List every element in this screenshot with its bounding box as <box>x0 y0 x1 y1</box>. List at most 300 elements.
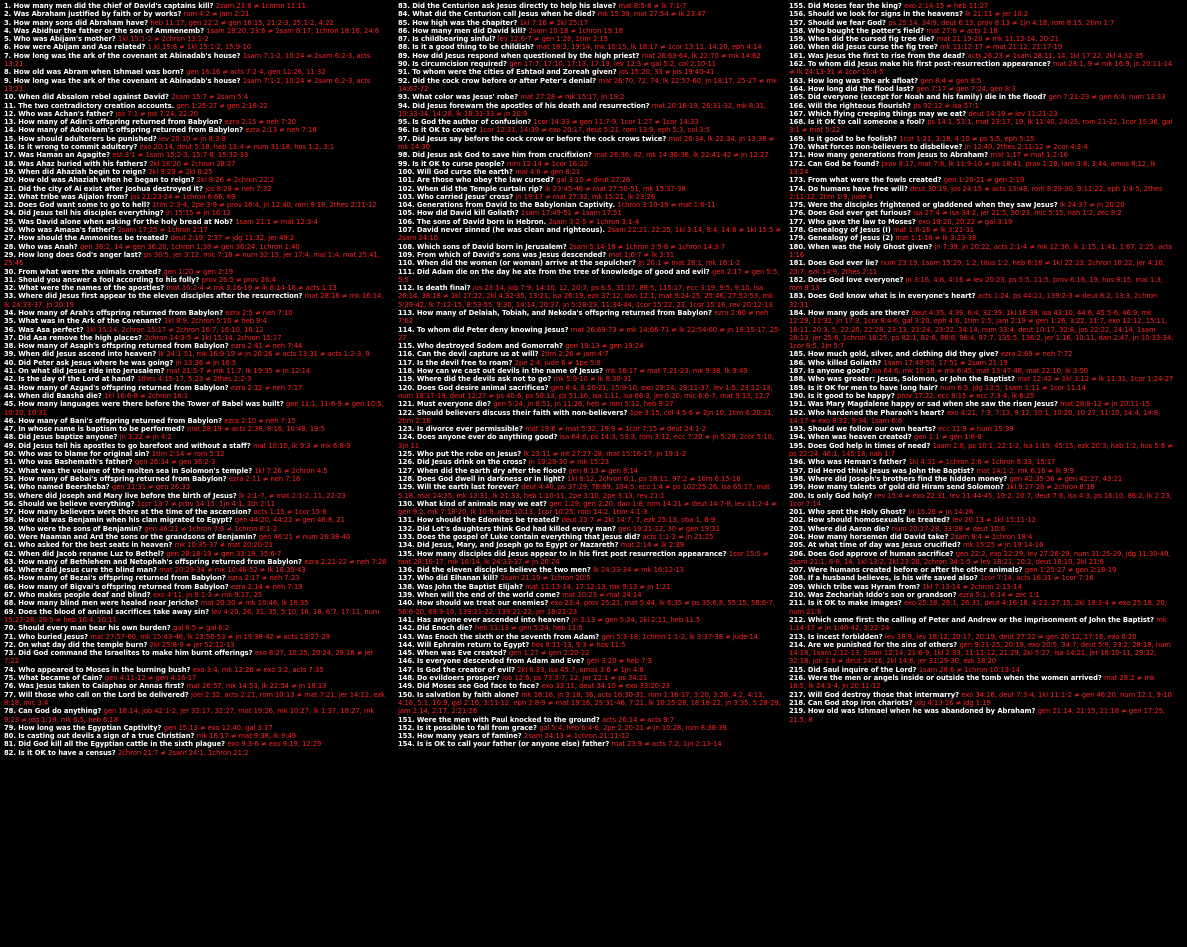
reference-text[interactable]: num 23:19, 1sam 15:29, 1:2, titus 1:2, heb 6:18 ≠ 1kl 22:23, 2chron 18:22, jer 4:10, 20:7, ezk 14:9, 2thes 2:11 <box>789 259 1165 276</box>
reference-text[interactable]: 1kl 15:14, 2chron 15:17 ≠ 2chron 16:7, 16:10, 16:12 <box>85 325 264 334</box>
reference-text[interactable]: lev 18:9, lev 18:12, 20:17, 20:19, deut 27:22 ≠ gen 20:12, 17:16, exo 6:20 <box>884 632 1137 641</box>
reference-text[interactable]: rom 12:14 ≠ 1cor 16:22 <box>507 159 588 168</box>
reference-text[interactable]: isa 64:6, mk 10:18 ≠ mk 6:45, mat 13:47-48, mat 22:10, lk 3:50 <box>871 367 1089 376</box>
reference-text[interactable]: 2tim 2:26 ≠ jam 4:7 <box>540 350 609 359</box>
reference-text[interactable]: 1kl 8:9, 2chron 5:10 ≠ heb 9:4 <box>163 317 267 326</box>
reference-text[interactable]: gen 1:1 ≠ gen 1:6-8 <box>913 433 982 442</box>
reference-text[interactable]: jn 12:40, 2thes 2:11-12 ≠ 2cor 4:3-4 <box>964 143 1088 152</box>
reference-text[interactable]: gal 3:10 ≠ deut 27:26 <box>556 176 631 185</box>
reference-text[interactable]: lk 24:33-34 ≠ mk 16:12-13 <box>593 566 684 575</box>
contradiction-item <box>4 641 389 649</box>
contradiction-item <box>398 52 783 60</box>
reference-text[interactable]: mat 12:42 ≠ 1kl 3:12 ≠ lk 11:31, 1cor 1:24-27 <box>1017 375 1174 384</box>
reference-text[interactable]: mat 28:19 ≠ acts 2:38, 8:16, 10:48, 19:5 <box>187 425 325 434</box>
reference-text[interactable]: exo 19:20, 20:22 ≠ gal 3:19 <box>918 217 1013 226</box>
contradiction-item <box>398 599 783 616</box>
reference-text[interactable]: rev 15:4 ≠ exo 22:31, lev 11:44-45, 19:2, 20:7, deut 7:6, isa 4:3, ps 16:10, 86:2, lk 2:23, 1cor 7:14 <box>789 491 1172 508</box>
reference-text[interactable]: mat 18:3, 19:14, mk 10:15, lk 18:17 ≠ 1cor 13:11, 14:20, eph 4:14 <box>536 43 762 52</box>
question-text: 83. Did the Centurion ask Jesus directly to help his slave? <box>398 2 617 10</box>
contradiction-item <box>398 425 783 433</box>
reference-text[interactable]: ps 25:14, 34:9, deut 6:13, prov 8:13 ≠ 1jn 4:18, rom 8:15, 2tim 1:7 <box>888 18 1115 27</box>
reference-text[interactable]: est 3:1 ≠ 1sam 15:2-3, 15:7-8, 15:32-33 <box>112 151 249 160</box>
contradiction-item <box>4 334 389 342</box>
contradiction-item <box>4 541 389 549</box>
reference-text[interactable]: 1thes 4:15-17, 5:23 ≠ 2thes 2:2-3 <box>136 375 252 384</box>
reference-text[interactable]: 1sam 28:6 ≠ 1chron 10:13-14 <box>918 665 1020 674</box>
reference-text[interactable]: mk 5:9-10 ≠ lk 8:30-31 <box>553 375 632 384</box>
question-text: 22. What tribe was Aijalon from? <box>4 192 129 201</box>
question-text: 121. Must everyone die? <box>398 400 491 409</box>
question-text: 168. Is it OK to call someone a fool? <box>789 118 925 127</box>
reference-text[interactable]: lk 21:11 ≠ jer 10:2 <box>965 10 1029 19</box>
contradiction-item <box>789 27 1174 35</box>
question-text: 214. Are we punished for the sins of others? <box>789 640 958 649</box>
question-text: 139. When will the end of the world come? <box>398 591 560 600</box>
reference-text[interactable]: mk 16:17 ≠ mat 9:38, lk 9:49 <box>196 732 297 741</box>
reference-text[interactable]: 2chron 14:3-5 ≠ 1kl 15:14, 2chron 15:17 <box>144 333 282 342</box>
contradiction-item <box>789 143 1174 151</box>
contradiction-item <box>4 209 389 217</box>
reference-text[interactable]: 2sam 8:4 ≠ 1chron 18:4 <box>950 533 1033 541</box>
reference-text[interactable]: gen 3:20 ≠ heb 7:3 <box>586 657 652 666</box>
question-text: 72. On what day did the temple burn? <box>4 640 148 649</box>
reference-text[interactable]: exo 20:14, deut 5:18, heb 13:4 ≠ num 31:18, hos 1:2, 3:1 <box>139 143 334 152</box>
reference-text[interactable]: mat 1:1-16 ≠ lk 3:23-38 <box>895 234 977 243</box>
reference-text[interactable]: gen 26:34 ≠ gen 36:2-3 <box>134 458 216 467</box>
contradiction-item <box>398 583 783 591</box>
reference-text[interactable]: acts 1:1-2 ≠ jn 21:25 <box>642 533 714 541</box>
question-text: 10. When did Absalom rebel against David? <box>4 93 169 102</box>
reference-text[interactable]: gen 18:14, job 42:1-2, jer 32:17, 32:27, mat 19:26, mk 10:27, lk 1:37, 18:27, mk 9:23 ≠ jdg 1:19, mk 6:5, heb 6:18 <box>4 707 375 724</box>
contradiction-item <box>789 2 1174 10</box>
reference-text[interactable]: jos 8:28 ≠ neh 7:32 <box>205 184 272 193</box>
reference-text[interactable]: prov 26:5 ≠ prov 26:4 <box>201 275 276 284</box>
contradiction-item <box>789 458 1174 466</box>
question-text: 116. Can the devil capture us at will? <box>398 350 539 359</box>
reference-text[interactable]: mat 21:5-7 ≠ mk 11:7, lk 19:35 ≠ jn 12:14 <box>166 367 311 376</box>
reference-text[interactable]: mat 26:70, 72, 74, lk 22:57-60, jn 18:17, 25-27 ≠ mk 14:67-72 <box>398 76 777 93</box>
reference-text[interactable]: mat 26:36, 42, mk 14:36-36, lk 22:41-42 ≠ jn 12:27 <box>594 151 769 160</box>
reference-text[interactable]: ezra 2:69 ≠ neh 7:72 <box>1000 350 1073 359</box>
contradiction-item <box>4 35 389 43</box>
reference-text[interactable]: acts 26:14 ≠ acts 9:7 <box>602 715 675 724</box>
reference-text[interactable]: lk 24:37 ≠ jn 20:20 <box>1059 201 1125 210</box>
question-text: 78. Can God do anything? <box>4 707 102 716</box>
reference-text[interactable]: exo 4:21, 7:3, 7:13, 9:12, 10:1, 10:20, 10:27, 11:10, 14:4, 14:8, 14:17 ≠ exo 8:32, 9:34, 1sam 6:6 <box>789 408 1161 425</box>
reference-text[interactable]: 2chron 21:7 ≠ 2sam 24:1, 1chron 21:2 <box>117 748 249 757</box>
reference-text[interactable]: 2kl 25:8-9 ≠ jer 52:12-13 <box>149 640 235 649</box>
question-text: 82. Is it OK to have a census? <box>4 748 116 757</box>
reference-text[interactable]: mat 1:17 ≠ mat 1:2-16 <box>990 151 1068 160</box>
reference-text[interactable]: 1kl 7:26 ≠ 2chron 4:5 <box>254 466 328 475</box>
reference-text[interactable]: gen 19:13 ≠ gen 19:24 <box>565 342 644 351</box>
reference-text[interactable]: mk 16:17 ≠ mat 7:21-23, mk 9:38, lk 9:49 <box>605 367 748 376</box>
reference-text[interactable]: ecc 11:9 ≠ num 15:39 <box>938 425 1014 434</box>
reference-text[interactable]: jos 21:23-24 ≠ 1chron 6:66, 69 <box>130 192 236 201</box>
reference-text[interactable]: 2pe 2:4, jude 6 ≠ 1pe 5:8 <box>514 358 601 367</box>
reference-text[interactable]: ezra 2:12 ≠ neh 7:17 <box>230 383 303 392</box>
question-text: 126. Did Jesus drink on the cross? <box>398 458 527 467</box>
reference-text[interactable]: gal 5:4, heb 6:4-6, 2pe 2:20-21 ≠ jn 10:28, rom 8:38-39 <box>539 723 727 732</box>
reference-text[interactable]: gen 1:20-21 ≠ gen 2:19 <box>943 176 1025 185</box>
reference-text[interactable]: 1cor 15:5 ≠ mat 28:16-17, mk 16:14, lk 24:33-37 ≠ jn 20:24 <box>398 549 769 566</box>
question-text: 108. Which sons of David born in Jerusalem? <box>398 242 567 251</box>
reference-text[interactable]: exo 2:14-15 ≠ heb 11:27 <box>904 2 989 10</box>
reference-text[interactable]: exo 3:4, mk 12:26 ≠ exo 3:2, acts 7:35 <box>192 665 324 674</box>
reference-text[interactable]: mat 10:2-4 ≠ mk 3:16-19 ≠ lk 6:14-16 ≠ acts 1:13 <box>166 284 337 293</box>
reference-text[interactable]: mat 28:1, 9 ≠ mk 16:9, jn 20:11-14 ≠ lk 24:13-31 ≠ 1cor 15:4-5 <box>789 60 1173 77</box>
reference-text[interactable]: 2sam 22:21, 22:25, 1kl 3:14, 9:4, 14:8 ≠ 1kl 15:5 ≠ 2sam 24:10 <box>398 226 782 243</box>
reference-text[interactable]: 2kl 6:33, isa 45:7, amos 3:6 ≠ 1jn 4:8 <box>517 665 644 674</box>
reference-text[interactable]: rom 4:2 ≠ jam 2:21 <box>183 10 250 19</box>
reference-text[interactable]: ps 14:1, 53:1, mat 23:17, 19, lk 11:40, 24:25, rom 21-22, 1cor 15:36, gal 3:1 ≠ mat 5:22 <box>789 118 1173 135</box>
reference-text[interactable]: gen 22:2, exo 22:29, lev 27:28-29, num 31:25-29, jdg 11:30-40, 2sam 21:1, 8-9, 14, 1kl 13:2, 2kl 23:20, 2chron 34:1-5 ≠ lev 18:21, 20:2, deut 18:10, 2kl 21:6 <box>789 549 1171 566</box>
question-text: 204. How many horsemen did David take? <box>789 533 949 541</box>
reference-text[interactable]: gen 1:25-27 ≠ gen 2:18-19 <box>1024 566 1117 575</box>
reference-text[interactable]: jos 23:14, job 7:9, 14:10, 12, 20:7, ps 6:5, 31:17, 88:5, 115:17, ecc 3:19, 9:5, 9:10, isa 26:14, 38:18 ≠ 1kl 17:22, 2kl 4:32-35, 13:21, isa 26:19, ezk 37:12, dan 12:1, mat 9:24-25, 25:46, 27:52-53, mk 5:39-42, lk 7:12-15, 8:53-55, 9:30, 14:14, 20:37, jn 5:28-29, 11:34-44, 1cor 15:22, 23, 1cor 15:16, rev 20:12-13 <box>398 284 773 309</box>
reference-text[interactable]: ezra 2:41 ≠ neh 7:44 <box>230 342 303 351</box>
reference-text[interactable]: mk 15:25 ≠ jn 19:14-16 <box>963 541 1044 550</box>
reference-text[interactable]: ezra 5:1, 6:14 ≠ zec 1:1 <box>958 591 1040 600</box>
reference-text[interactable]: 1 kl 15:8 ≠ 1kl 15:1-2, 15:9-10 <box>147 43 252 52</box>
reference-text[interactable]: mat 28:16 ≠ mk 16:14, lk 24:33-37, jn 20:19 <box>4 292 384 309</box>
reference-text[interactable]: gen 1:20 ≠ gen 2:19 <box>163 267 234 276</box>
reference-text[interactable]: lev 20:13 ≠ 1kl 15:11-12 <box>952 516 1036 525</box>
contradiction-item <box>789 292 1174 309</box>
reference-text[interactable]: gen 15:13 ≠ exo 12:40, gal 3:17 <box>163 723 273 732</box>
question-text: 125. Who put the robe on Jesus? <box>398 450 522 459</box>
reference-text[interactable]: jn 3:13 ≠ gen 5:24, 2kl 2:11, heb 11:5 <box>571 615 701 624</box>
reference-text[interactable]: lk 2:1-7, ≠ mat 2:1-2, 11, 22-23 <box>239 491 346 500</box>
contradiction-item <box>789 599 1174 616</box>
reference-text[interactable]: 2sam 21:19 ≠ 1chron 20:5 <box>500 574 591 583</box>
question-text: 187. Is anyone good? <box>789 367 870 376</box>
contradiction-item <box>398 226 783 243</box>
reference-text[interactable]: exo 34:16, deut 7:3-4, 1kl 11:1-2 ≠ gen 46:20, num 12:1, 9-10 <box>961 690 1172 699</box>
reference-text[interactable]: jn 3:22 ≠ jn 4:2 <box>119 433 172 442</box>
question-text: 151. Were the men with Paul knocked to the ground? <box>398 715 600 724</box>
reference-text[interactable]: isa 64:6, ps 14:3, 53:3, rom 3:12, ecc 7:20 ≠ jn 5:29, 2cor 5:10, 3jn 11 <box>398 433 774 450</box>
question-text: 18. Was Ahaz buried with his fathers? <box>4 159 148 168</box>
reference-text[interactable]: heb 11:13 ≠ gen 5:24, heb 11:5 <box>474 624 583 633</box>
reference-text[interactable]: job 12:6, ps 73:3-7, 12, jer 12:1 ≠ ps 34:21 <box>502 674 648 683</box>
reference-text[interactable]: jos 7:1 ≠ jos 7:24, 22:20 <box>115 109 198 118</box>
reference-text[interactable]: mat 26:63-64, lk 22:70 ≠ mk 14:62 <box>641 51 761 60</box>
contradiction-item <box>789 516 1174 524</box>
question-text: 157. Should we fear God? <box>789 18 886 27</box>
reference-text[interactable]: mat 26:34, lk 22:34, jn 13:38 ≠ mk 14:30 <box>398 134 775 152</box>
reference-text[interactable]: mk 11:12-17 ≠ mat 21:12, 21:17-19 <box>940 43 1063 52</box>
reference-text[interactable]: lk 24:1-51, mk 16:9-19 ≠ jn 20:26 ≠ acts 13:31 ≠ acts 1:2-3, 9 <box>158 350 370 359</box>
contradiction-item <box>789 492 1174 509</box>
reference-text[interactable]: jn 15:26 ≠ jn 14:26 <box>908 508 974 517</box>
question-text: 199. How many talents of gold did Hiram send Solomon? <box>789 483 1004 492</box>
question-text: 174. Do humans have free will? <box>789 184 908 193</box>
reference-text[interactable]: ps 92:12 ≠ isa 57:1 <box>913 101 979 110</box>
reference-text[interactable]: 1sam 2:8, ps 10:1, 22:1-2, isa 1:15, 45:15, ezk 20:3, hab 1:2, hos 5:6 ≠ ps 22:24, 46:1, 145:18, nah 1:7 <box>789 441 1173 459</box>
reference-text[interactable]: ezra 2:60 ≠ neh 7:62 <box>398 308 769 326</box>
contradiction-item <box>4 43 389 51</box>
reference-text[interactable]: lk 23:45-46 ≠ mat 27:50-51, mk 15:37-38 <box>544 184 686 193</box>
reference-text[interactable]: acts 1:24, ps 44:21, 139:2-3 ≠ deut 8:2, 13:3, 2chron 32:31 <box>789 292 1158 309</box>
question-text: 123. Is divorce ever permissible? <box>398 425 523 434</box>
reference-text[interactable]: jn 19:17 ≠ mat 27:32, mk 15:21, lk 23:26 <box>515 192 656 201</box>
reference-text[interactable]: 1cor 12:31, 14:39 ≠ exo 20:17, deut 5:21, rom 13:9, eph 5:3, col 3:5 <box>479 126 711 135</box>
reference-text[interactable]: num 20:27-28, 33:38 ≠ deut 10:6 <box>891 524 1006 533</box>
reference-text[interactable]: deut 4:40, ps 37:29, 78:69, 104:5, ecc 1:4 ≠ ps 102:25-26, isa 65:17, mat 5:18, mat 24:35, mk 13:31, lk 21:33, heb 1:10-11, 2pe 3:10, 2pe 3:13, rev 21:1 <box>398 483 770 500</box>
reference-text[interactable]: deut 4:35, 4:39, 6:4, 32:39, 1kl 18:39, isa 43:10, 44:6, 45:5-6, 46:9, mk 12:29, 12:32, jn 17:3, 1cor 8:4-6, gal 3:20, eph 4:6, 1tim 2:5, jam 2:19 ≠ gen 1:26, 3:22, 11:7, exo 12:12, 15:11, 18:11, 20:3, 5, 22:20, 22:28, 23:13, 23:24, 23:32, 34:14, num 33:4, deut 10:17, 32:8, jos 22:22, 24:14, 1sam 28:13, jer 25:6, 1chron 16:25, ps 82:1, 82:6, 86:8, 96:4, 97:7, 135:5, 136:2, jer 1:16, 10:11, dan 2:47, jn 10:33-34, 1cor 8:5, 1jn 5:7 <box>789 308 1174 351</box>
question-text: 34. How many of Arah's offspring returned from Babylon? <box>4 308 224 317</box>
reference-text[interactable]: 2kl 16:20 ≠ 2chron 28:27 <box>149 159 236 168</box>
reference-text[interactable]: mat 20:18-19, 26:31-32, mk 8:31, 10:33-34, 14:28, lk 18:31-33 ≠ jn 20:9 <box>398 101 767 118</box>
reference-text[interactable]: prov 8:17, mat 7:8, lk 11:9-10 ≠ ps 18:41, prov 1:28, lam 3:8, 3:44, amos 8:12, lk 13:24 <box>789 159 1157 176</box>
question-text: 169. Is it good to be foolish? <box>789 134 897 143</box>
reference-text[interactable]: heb 11:17, gen 22:2 ≠ gen 16:15, 21:2-3, 25:1-2, 4:22 <box>150 18 334 27</box>
question-text: 29. How long does God's anger last? <box>4 250 142 259</box>
reference-text[interactable]: mat 27:57-60, mk 15:43-46, lk 23:50-53 ≠ jn 19:38-42 ≠ acts 13:27-29 <box>90 632 330 641</box>
reference-text[interactable]: gen 46:21 ≠ num 26:38-40 <box>258 533 351 541</box>
reference-text[interactable]: mk 1:14-17 ≠ jn 1:40-42, 3:22-24 <box>789 615 1167 633</box>
reference-text[interactable]: 2sam 23:8 ≠ 1chron 11:11 <box>215 2 306 10</box>
reference-text[interactable]: exo 33:11, deut 34:10 ≠ exo 33:20-23 <box>541 682 670 691</box>
question-text: 45. How many languages were there before the Tower of Babel was built? <box>4 400 284 409</box>
reference-text[interactable]: 1tim 2:3-4, 2pe 3:9 ≠ prov 16:4, jn 12:40, rom 9:18, 2thes 2:11-12 <box>152 201 377 210</box>
reference-text[interactable]: mat 10:10, lk 9:3 ≠ mk 6:8-9 <box>252 441 351 450</box>
reference-text[interactable]: 1sam 7:1-2, 10:24 ≠ 2sam 6:2-3, acts 13:21 <box>4 51 371 69</box>
reference-text[interactable]: 2sam 17:25 ≠ 1chron 2:17 <box>117 226 208 235</box>
reference-text[interactable]: joel 2:32, acts 2:21, rom 10:13 ≠ mat 7:21, jer 14:12, ezk 8:18, mic 3:4 <box>4 690 385 707</box>
reference-text[interactable]: 1kl 9:27-28 ≠ 2chron 8:18 <box>1006 483 1095 492</box>
question-text: 213. Is incest forbidden? <box>789 632 883 641</box>
reference-text[interactable]: 1kl 16:6-8 ≠ 2chron 16:1 <box>104 391 189 400</box>
reference-text[interactable]: ezra 2:10 ≠ neh 7:15 <box>224 416 296 425</box>
reference-text[interactable]: mat 10:23 ≠ mat 24:14 <box>562 591 642 600</box>
reference-text[interactable]: 1pe 3:15, col 4:5-6 ≠ 2jn 10, 1tim 6:20-21, 2tim 2:16 <box>398 408 774 425</box>
contradiction-item <box>4 185 389 193</box>
reference-text[interactable]: gen 46:21 ≠ 1chron 7:6 ≠ 1chron 8:1-2 <box>144 524 278 533</box>
reference-text[interactable]: 1kl 4:31 ≠ 1chron 2:6 ≠ 1chron 6:33, 15:17 <box>908 458 1056 467</box>
reference-text[interactable]: mat 26:57, mk 14:53, lk 22:54 ≠ jn 18:13 <box>186 682 327 691</box>
reference-text[interactable]: gen 44:20, 44:22 ≠ gen 46:8, 21 <box>234 516 345 525</box>
reference-text[interactable]: jn 20:1 ≠ mat 28:1, mk 16:1-2 <box>638 259 741 268</box>
question-text: 177. Who gave the law to Moses? <box>789 217 916 226</box>
reference-text[interactable]: 1kl 8:12, 2chron 6:1, ps 18:11, 97:2 ≠ 1tim 6:15-16 <box>567 474 741 483</box>
contradiction-item <box>398 674 783 682</box>
reference-text[interactable]: 1sam 7:1-2, 10:24 ≠ 2sam 6:2-3, acts 13:21 <box>4 76 371 93</box>
contradiction-item <box>398 450 783 458</box>
reference-text[interactable]: 1sam 28:20, 23:6 ≠ 2sam 8:17, 1chron 18:16, 24:6 <box>206 26 380 35</box>
contradiction-item <box>789 633 1174 641</box>
reference-text[interactable]: gen 5:3-18, 1chron 1:1-2, lk 3:37-38 ≠ jude 14 <box>601 632 759 641</box>
reference-text[interactable]: deut 30:19, jos 24:15 ≠ acts 13:48, rom 8:29-30, 9:11-22, eph 1:4-5, 2thes 2:11-12, 2tim 1:9, jude 4 <box>789 184 1163 201</box>
reference-text[interactable]: 2sam 10:18 ≠ 1chron 19:18 <box>528 26 623 35</box>
reference-text[interactable]: 1sam 21:1 ≠ mat 12:3-4 <box>235 217 318 226</box>
contradiction-item <box>398 400 783 408</box>
reference-text[interactable]: mk 15:39, mat 27:54 ≠ lk 23:47 <box>597 10 706 19</box>
reference-text[interactable]: 2sam 24:13 ≠ 1chron 21:11-12 <box>524 732 630 741</box>
contradiction-item <box>398 160 783 168</box>
reference-text[interactable]: deut 23:7 ≠ 2kl 14:7, 7, ezk 25:13, oba 1, 8-9 <box>561 516 716 525</box>
reference-text[interactable]: mat 20:30 ≠ mk 10:46, lk 18:35 <box>200 599 309 608</box>
reference-text[interactable]: deut 14:19 ≠ lev 11:21-23 <box>968 109 1058 118</box>
contradiction-item <box>398 151 783 159</box>
reference-text[interactable]: mat 1:6-7 ≠ lk 3:31 <box>608 250 675 259</box>
reference-text[interactable]: gen 28:18-19 ≠ gen 33:18, 35:6-7 <box>166 549 282 558</box>
reference-text[interactable]: lev 4:20, 26, 31, 35, 5:10, 16, 18, 6:7, 17:11, num 15:27-28, 29:5 ≠ heb 10:4, 10:11 <box>4 607 380 624</box>
reference-text[interactable]: gen 19:21-22, 30 ≠ gen 19:31 <box>618 524 720 533</box>
reference-text[interactable]: gen 5:24, jn 8:51, jn 11:26, heb ≠ rom 5:12, heb 9:27 <box>493 400 674 409</box>
reference-text[interactable]: num 6:5, jdg 13:5, 1sam 1:11 ≠ 1cor 11:14 <box>940 383 1086 392</box>
question-text: 215. Did Saul inquire of the Lord? <box>789 665 917 674</box>
reference-text[interactable]: gen 17:7, 17:10, 17:13, 17:19, lev 12:3 ≠ gal 5:2, col 2:10-11 <box>509 60 717 69</box>
reference-text[interactable]: gen 36:2, 14 ≠ gen 36:20, 1chron 1:38 ≠ gen 36:24, 1chron 1:40 <box>80 242 300 251</box>
reference-text[interactable]: mat 28:8-12 ≠ jn 20:11-15 <box>1060 400 1151 409</box>
reference-text[interactable]: lev 20:10 ≠ jn 8:3-8 <box>159 134 226 143</box>
reference-text[interactable]: jn 15:15 ≠ jn 16:12 <box>165 209 231 218</box>
reference-text[interactable]: gen 11:1, 11:6-9 ≠ gen 10:5, 10:20, 10:31 <box>4 400 384 417</box>
reference-text[interactable]: 1cor 13:7 ≠ prov 14:15, 1jn 4:1, 2th 2:11 <box>136 499 276 508</box>
reference-text[interactable]: gen 1:27 ≠ gen 2:20-22 <box>508 649 590 658</box>
reference-text[interactable]: mat 27:6 ≠ acts 1:18 <box>926 26 998 35</box>
reference-text[interactable]: 1cor 14:33 ≠ gen 11:7-9, 1cor 1:27 ≠ 1cor 14:33 <box>533 118 699 127</box>
reference-text[interactable]: mk 10:35-37 ≠ mat 20:20-21 <box>174 541 274 550</box>
reference-text[interactable]: gen 1:29, gen 2:20, dan 1:8, rom 14:21 ≠ deut 14:7-8, lev 11:2-4 ≠ gen 9:2, mk 7:18-20, lk 10:8, acts 10:13, 1cor 10:25, rom 14:2, 1tim 4:1-3 <box>398 499 777 517</box>
reference-text[interactable]: 1cor 7:14, acts 16:31 ≠ 1cor 7:16 <box>980 574 1094 583</box>
reference-text[interactable]: mat 27:28 ≠ mk 15:17, jn 19:2 <box>520 93 625 102</box>
reference-text[interactable]: jn 13:36 ≠ jn 16:5 <box>175 358 237 367</box>
reference-text[interactable]: mat 21:19-20 ≠ mk 11:13-14, 20-21 <box>936 35 1059 44</box>
contradiction-item <box>789 151 1174 159</box>
reference-text[interactable]: gen 1:25-27 ≠ gen 2:18-22 <box>176 101 268 110</box>
reference-text[interactable]: mat 19:6 ≠ mat 5:32, 19:9 ≠ 1cor 7:15 ≠ deut 24:1-2 <box>525 425 707 434</box>
reference-text[interactable]: jdg 4:13-16 ≠ jdg 1:19 <box>914 698 991 707</box>
reference-text[interactable]: lev 12:6-7 ≠ gen 1:28, 1tim 2:15 <box>497 35 609 44</box>
reference-text[interactable]: prov 17:22, ecc 8:15 ≠ ecc 7:3-4, lk 6:25 <box>897 391 1035 400</box>
reference-text[interactable]: mal 4:6 ≠ gen 8:21 <box>515 167 581 176</box>
question-text: 195. Does God help in times of need? <box>789 441 931 450</box>
question-text: 189. Is it OK for men to have long hair? <box>789 383 938 392</box>
reference-text[interactable]: ezra 2:14 ≠ neh 7:19 <box>231 582 303 591</box>
contradiction-item <box>4 317 389 325</box>
reference-text[interactable]: 1sam 17:49-50, 17:51 ≠ 2sam 21:19 <box>883 358 1008 367</box>
reference-text[interactable]: mat 2:14 ≠ lk 2:39 <box>620 541 685 550</box>
question-text: 208. If a husband believes, is his wife saved also? <box>789 574 978 583</box>
reference-text[interactable]: gen 7:17 ≠ gen 7:24, gen 8:3 <box>916 84 1016 93</box>
question-text: 132. Did Lot's daughters think God had killed every man? <box>398 524 616 533</box>
reference-text[interactable]: ezra 2:21-22 ≠ neh 7:26 <box>304 557 387 566</box>
reference-text[interactable]: mat 8:5-8 ≠ lk 7:1-7 <box>618 2 687 10</box>
contradiction-item <box>789 691 1174 699</box>
reference-text[interactable]: ezra 2:17 ≠ neh 7:23 <box>228 574 300 583</box>
contradiction-item <box>398 259 783 267</box>
reference-text[interactable]: ezra 2:15 ≠ neh 7:20 <box>224 118 297 127</box>
question-text: 144. Will Ephraim return to Egypt? <box>398 640 530 649</box>
reference-text[interactable]: 1sam 17:49-51 ≠ 1sam 17:51 <box>520 209 622 218</box>
reference-text[interactable]: jn 3:16, 4:8, 4:16 ≠ lev 20:23, ps 5:5, 11:5, prov 6:16, 19, hos 9:15, mal 1:3, rom 9:13 <box>789 275 1163 293</box>
reference-text[interactable]: 1kl 7:13-14 ≠ 2chron 2:13-14 <box>922 582 1022 591</box>
reference-text[interactable]: 2kl 9:29 ≠ 2kl 8:25 <box>148 167 213 176</box>
reference-text[interactable]: mk 16:16, jn 3:18, 36, acts 16:30-31, rom 1:16-17, 3:20, 3:28, 4:2, 4:13, 4:16, 5:1, 10:9, gal 2:16, 3:11-12, eph 2:8-9 ≠ mat 19:16, 25:31-46, 7:21, lk 10:25-28, 18:18-22, jn 3:35, 5:28-29, jam 2:14, 2:17, 2:21-26 <box>398 690 781 716</box>
question-text: 71. Who buried Jesus? <box>4 632 88 641</box>
reference-text[interactable]: isa 27:4 ≠ isa 34:2, jer 21:5, 30:23, mic 5:15, nah 1:2, zec 8:2 <box>913 209 1122 218</box>
reference-text[interactable]: mat 28:2 ≠ mk 16:5, lk 24:3-4, jn 20:11-12 <box>789 674 1155 691</box>
reference-text[interactable]: ps 30:5, jer 3:12, mic 7:18 ≠ num 32:13, jer 17:4, mal 1:4, mat 25:41, 25:46 <box>4 250 380 268</box>
reference-text[interactable]: gen 9:21-25, 20:18, exo 20:5, 34:7, deut 5:9, 23:2, 28:18, num 14:18, 1sam 2:12-13, 2sam 12:14, 21:6-9, 1kl 2:33, 11:11-12, 21:29, 2kl 5:27, isa 14:21, jer 16:10-11, 29:32, 32:18, jon 1:8 ≠ deut 24:16, 2kl 14:6, jer 31:29-30, ezk 18:20 <box>789 640 1171 666</box>
reference-text[interactable]: gen 4:11-12 ≠ gen 4:16-17 <box>104 674 197 683</box>
contradiction-item <box>4 450 389 458</box>
contradiction-item <box>789 508 1174 516</box>
reference-text[interactable]: mat 11:13-14, 17:12-13, mk 9:13 ≠ jn 1:21 <box>525 582 671 591</box>
contradiction-item <box>789 19 1174 27</box>
contradiction-item <box>4 400 389 417</box>
reference-text[interactable]: gen 16:16 ≠ acts 7:2-4, gen 11:26, 11:32 <box>186 68 326 77</box>
reference-text[interactable]: gen 7:21-23 ≠ gen 6:4, num 13:33 <box>1048 93 1166 102</box>
question-text: 2. Was Abraham justified by faith or by works? <box>4 10 182 19</box>
reference-text[interactable]: 1kl 15:1-2 ≠ 2chron 13:1-2 <box>118 35 209 44</box>
reference-text[interactable]: 2sam 5:14-16 ≠ 1chron 3:5-8 ≠ 1chron 14:3-7 <box>568 242 726 251</box>
reference-text[interactable]: 2kl 8:26 ≠ 2chron 22:2 <box>196 176 275 185</box>
question-text: 75. What became of Cain? <box>4 674 103 683</box>
contradiction-item <box>4 633 389 641</box>
reference-text[interactable]: mat 20:29-34 ≠ mk 10:46-52 ≠ lk 18:35-43 <box>159 566 306 575</box>
reference-text[interactable]: exo 25:18, 26:1, 26:31, deut 4:16-18, 4:23, 27:15, 2kl 18:3-4 ≠ exo 25:18, 20, num 21:8 <box>789 599 1167 616</box>
reference-text[interactable]: exo 4:11, jn 9:1-3 ≠ mk 9:17, 25 <box>152 591 263 600</box>
reference-text[interactable]: mat 1:6-16 ≠ lk 3:21-31 <box>893 226 975 235</box>
contradiction-item <box>4 201 389 209</box>
reference-text[interactable]: jos 15:20, 33 ≠ jos 19:40-41 <box>618 68 715 77</box>
reference-text[interactable]: 2sam 3:2-5 ≠ 1chron 3:1-4 <box>548 217 640 226</box>
reference-text[interactable]: exo 9:3-6 ≠ exo 9:19, 12:29 <box>227 740 322 749</box>
reference-text[interactable]: gen 8:13 ≠ gen 8:14 <box>568 466 639 475</box>
reference-text[interactable]: gen 8:4 ≠ gen 8:5 <box>920 76 982 85</box>
contradiction-item <box>4 309 389 317</box>
reference-text[interactable]: lk 23:11 ≠ mt 27:27-28, mat 15:16-17, jn 19:1-2 <box>523 450 687 459</box>
contradiction-item <box>4 284 389 292</box>
reference-text[interactable]: gen 2:17 ≠ gen 5:5, 5:5 <box>398 267 780 284</box>
reference-text[interactable]: mat 23:9 ≠ acts 7:2, 1jn 2:13-14 <box>611 740 722 749</box>
reference-text[interactable]: acts 1:15 ≠ 1cor 15:6 <box>253 508 327 517</box>
reference-text[interactable]: exo 23:4, prov 25:21, mat 5:44, lk 6:35 ≠ ps 35:6,8, 55:15, 58:6-7, 58:6-20, 69:9-10, 139:21-22, 139:21-22, jer 18:21-23 <box>398 599 775 616</box>
reference-text[interactable]: mat 14:1-2, mk 6:16 ≠ lk 9:9 <box>976 466 1074 475</box>
reference-text[interactable]: 1kl 7:16 ≠ 2kl 25:17 <box>519 18 589 27</box>
reference-text[interactable]: gen 8:4, 8:20-21, 15:9-10, exo 29:24, 29:11-37, lev 1:5, 23:12-13, num 18:17-19, deut 12:27 ≠ ps 40:6, ps 50:13, ps 51:16, isa 1:11, isa 66:3, jer 6:20, mic 6:6-7, mat 9:13, 12:7 <box>398 383 773 400</box>
reference-text[interactable]: jn 19:29-30 ≠ mk 15:23 <box>528 458 609 467</box>
reference-text[interactable]: exo 8:27, 10:25, 20:24, 29:18 ≠ jer 7:22 <box>4 649 374 666</box>
reference-text[interactable]: gen 42:35-36 ≠ gen 42:27, 43:21 <box>1009 474 1123 483</box>
reference-text[interactable]: 1cor 1:21, 3:18, 4:10 ≠ ps 5:5, eph 5:15 <box>899 134 1035 143</box>
reference-text[interactable]: hos 8:11-13, 9:3 ≠ hos 11:5 <box>531 640 626 649</box>
reference-text[interactable]: 1tim 2:14 ≠ rom 5:12 <box>151 450 225 459</box>
reference-text[interactable]: jn 7:39, jn 20:22, acts 2:1-4 ≠ mk 12:36, lk 1:15, 1:41, 1:67, 2:25, acts 1:16 <box>789 242 1173 259</box>
contradiction-item <box>4 359 389 367</box>
question-text: 210. Was Zechariah Iddo's son or grandson? <box>789 591 957 600</box>
reference-text[interactable]: gen 21:31 ≠ gen 26:33 <box>111 483 190 492</box>
reference-text[interactable]: deut 2:19, 2:37 ≠ jdg 11:32, jer 49:2 <box>170 234 295 243</box>
reference-text[interactable]: ezra 2:11 ≠ neh 7:16 <box>228 474 301 483</box>
question-text: 206. Does God approve of human sacrifice? <box>789 549 954 558</box>
question-text: 131. How should the Edomites be treated? <box>398 516 560 525</box>
reference-text[interactable]: 2sam 15:7 ≠ 2sam 5:4 <box>171 93 249 102</box>
reference-text[interactable]: ezra 2:5 ≠ neh 7:10 <box>225 308 293 317</box>
reference-text[interactable]: gen 21:14, 21:15, 21:18 ≠ gen 17:25, 21:5, 8 <box>789 707 1166 724</box>
reference-text[interactable]: mat 26:69-73 ≠ mk 14:66-71 ≠ lk 22:54-60 ≠ jn 18:15-17, 25-27 <box>398 325 781 342</box>
question-text: 106. The sons of David born in Hebron. <box>398 217 547 226</box>
reference-text[interactable]: gal 6:5 ≠ gal 6:2 <box>173 624 230 633</box>
reference-text[interactable]: ezra 2:13 ≠ neh 7:18 <box>245 126 317 135</box>
reference-text[interactable]: acts 26:23 ≠ 1sam 28:11, 14, 1kl 17:22, 2kl 4:32-35 <box>967 51 1144 60</box>
question-text: 185. How much gold, silver, and clothing did they give? <box>789 350 999 359</box>
reference-text[interactable]: 1chron 3:10-16 ≠ mat 1:6-11 <box>617 201 716 210</box>
